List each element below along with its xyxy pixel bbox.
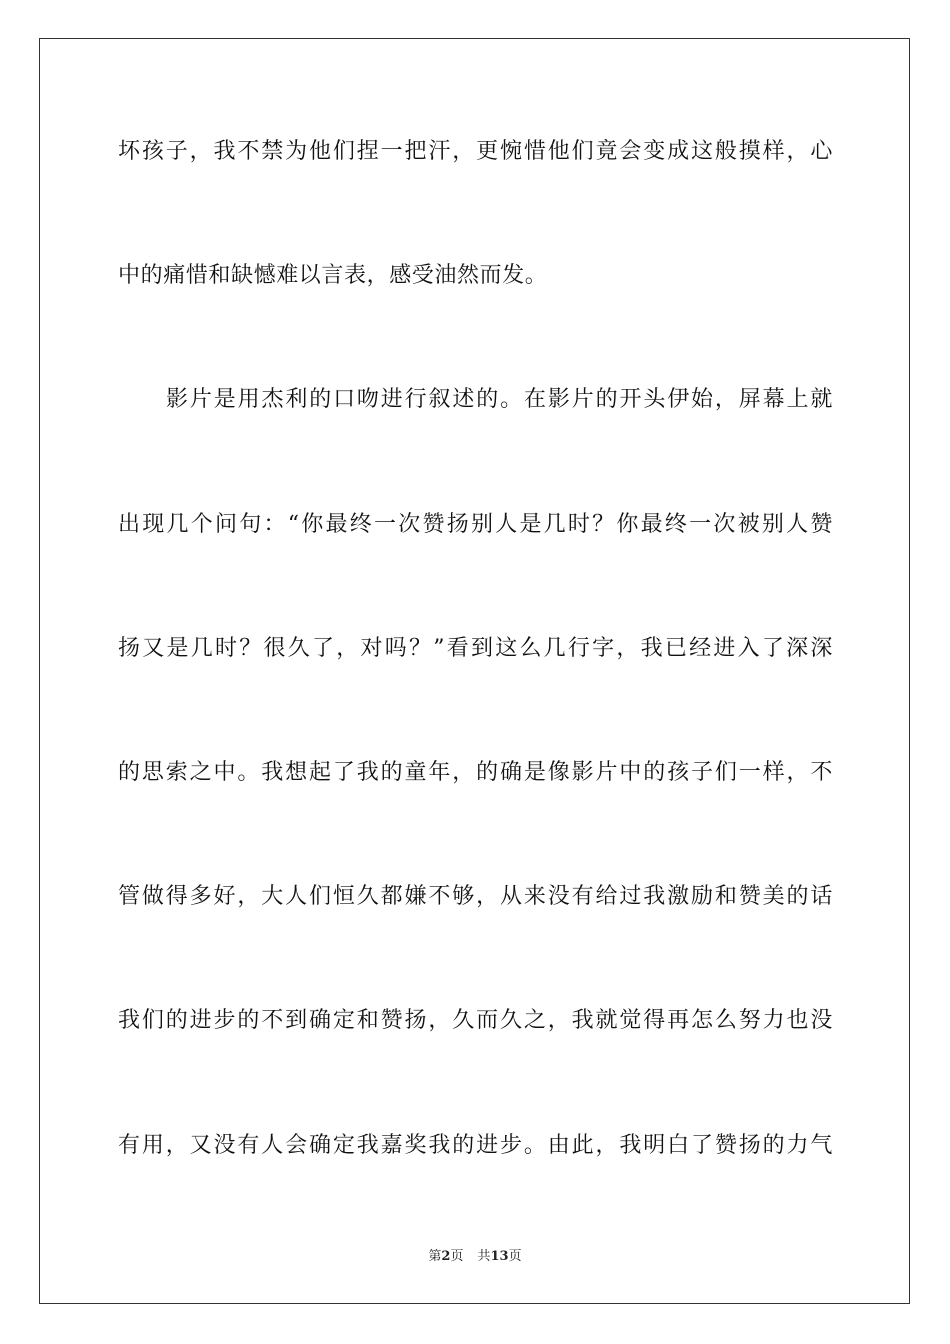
text-line: 中的痛惜和缺憾难以言表，感受油然而发。 <box>118 263 548 288</box>
text-line: 扬又是几时？很久了，对吗？”看到这么几行字，我已经进入了深深 <box>118 636 833 661</box>
text-line: 坏孩子，我不禁为他们捏一把汗，更惋惜他们竟会变成这般摸样，心 <box>118 139 833 164</box>
paragraph-first-line: 影片是用杰利的口吻进行叙述的。在影片的开头伊始，屏幕上就 <box>166 387 833 412</box>
page-number-prefix: 第 <box>428 1249 442 1264</box>
total-pages-suffix: 页 <box>508 1249 522 1264</box>
text-line: 管做得多好，大人们恒久都嫌不够，从来没有给过我激励和赞美的话 <box>118 884 833 909</box>
text-line: 我们的进步的不到确定和赞扬，久而久之，我就觉得再怎么努力也没 <box>118 1008 833 1033</box>
page-footer <box>0 1248 950 1266</box>
total-pages-prefix: 共 <box>477 1249 491 1264</box>
total-pages: 13 <box>490 1249 509 1264</box>
text-line: 有用，又没有人会确定我嘉奖我的进步。由此，我明白了赞扬的力气 <box>118 1133 833 1158</box>
page-border <box>39 38 910 1304</box>
page-number: 2 <box>441 1249 451 1264</box>
text-line: 出现几个问句：“你最终一次赞扬别人是几时？你最终一次被别人赞 <box>118 512 833 537</box>
text-line: 的思索之中。我想起了我的童年，的确是像影片中的孩子们一样，不 <box>118 760 833 785</box>
page-number-suffix: 页 <box>450 1249 464 1264</box>
